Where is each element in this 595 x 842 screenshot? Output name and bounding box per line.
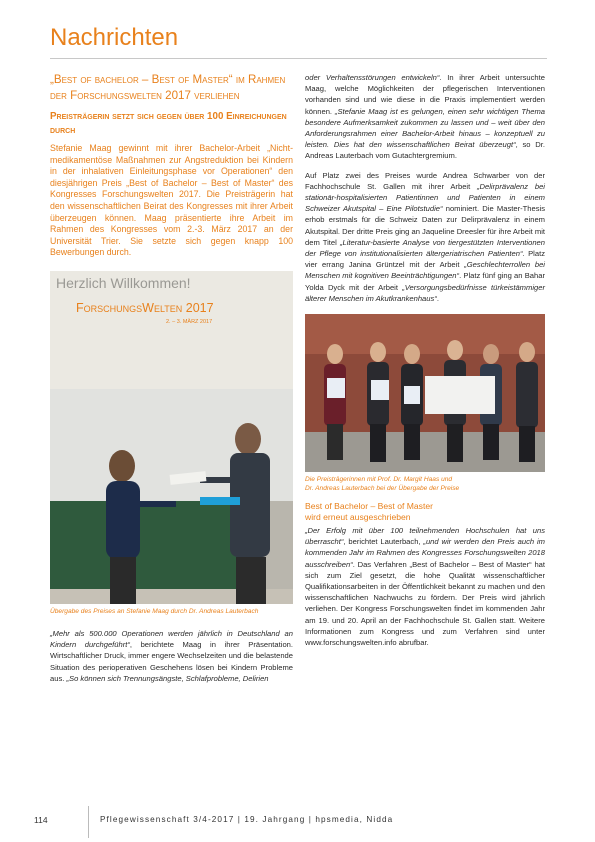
photo-winners-caption-line1: Die Preisträgerinnen mit Prof. Dr. Margit Haas und xyxy=(305,476,453,484)
title-fifth-work: „Versorgungsbedürfnisse türkeistämmiger älterer Menschen im Akutkrankenhaus“ xyxy=(305,282,545,303)
page-number: 114 xyxy=(34,815,48,825)
right-body-paragraph-1 xyxy=(305,72,545,162)
photo-award-handover xyxy=(50,271,293,616)
article-subheadline-2 xyxy=(305,501,545,523)
text-third-place: nominiert. Die Master-Thesis erhob erstmals für die Schweiz Daten zur Delirprävalenz in einem Akutspital. Der dritte Preis ging an Jaqueline Dreesler für ihre Arbeit mit dem Titel xyxy=(305,204,545,247)
text-procedure: . Das Verfahren „Best of Bachelor – Best of Master“ hat sich zum Ziel gesetzt, die hohe Qualität wissenschaftlicher Qualifikationsarbeiten in der Öffentlichkeit bekannt zu machen und den wissenschaftlichen Nachwuchs zu fördern. Der Preis wird jährlich verliehen. Der Kongress Forschungswelten findet im kommenden Jahr am 19. und 20. April an der Fachhochschule St. Gallen statt. Weitere Informationen zum Kongress und zum Verfahren sind unter www.forschungswelten.info abrufbar. xyxy=(305,559,545,648)
right-body-paragraph-3 xyxy=(305,525,545,648)
right-column xyxy=(305,72,545,648)
right-body-paragraph-2 xyxy=(305,170,545,304)
quote-operations: „Mehr als 500.000 Operationen werden jährlich in Deutschland an Kindern durchgeführt“ xyxy=(50,628,293,650)
text-presentation: , berichtete Maag in ihrer Präsentation. Wirtschaftlicher Druck, immer engere Wechselzeiten und die belastende Situation des perioperativen Geschehens lösen bei Kindern Probleme aus. xyxy=(50,640,293,683)
text-fourth-place: . Platz vier errang Janina Grüntzel mit der Arbeit xyxy=(305,249,545,270)
left-column xyxy=(50,72,293,684)
text-attribution: , so Dr. Andreas Lauterbach vom Gutachtergremium. xyxy=(305,140,545,161)
text-period: . xyxy=(436,293,439,303)
text-fifth-place: . Platz fünf ging an Bahar Yolda Dyck mit der Arbeit xyxy=(305,271,546,292)
photo-banner-date: 2. – 3. MÄRZ 2017 xyxy=(166,318,213,325)
title-second-work: „Delirprävalenz bei stationär-hospitalisierten Patientinnen und Patienten in einem Schweizer Akutspital – Eine Pilotstudie“ xyxy=(305,181,545,214)
title-third-work: „Literatur-basierte Analyse von tiergestützten Interventionen der Pflege von institutionalisierten ältergeriatrischen Patienten“ xyxy=(305,237,545,259)
title-divider xyxy=(50,58,547,59)
photo-banner-welcome: Herzlich Willkommen! xyxy=(56,274,191,291)
text-reports: , berichtet Lauterbach, xyxy=(343,537,424,547)
article-lead: Stefanie Maag gewinnt mit ihrer Bachelor-Arbeit „Nicht-medikamentöse Maßnahmen zur Angstreduktion bei Kindern in der inhalativen Einleitungsphase vor Operationen“ den diesjährigen Preis „Best of Bachelor – Best of Master“ des Kongresses Forschungswelten 2017. Die Preisträgerin hat den wissenschaftlichen Beirat des Kongresses mit ihrer Arbeit überzeugen können. Maag präsentierte ihre Arbeit im Rahmen des Kongresses vom 2.-3. März 2017 an der Universität Trier. Sie setzte sich gegen knapp 100 Bewerbungen durch. xyxy=(50,143,293,258)
quote-success: „Der Erfolg mit über 100 teilnehmenden Hochschulen hat uns überrascht“ xyxy=(305,526,545,547)
footer-divider xyxy=(88,806,89,838)
photo-banner-brand: ForschungsWelten 2017 xyxy=(76,300,214,315)
title-fourth-work: „Geschlechterrollen bei Menschen mit kognitiven Beeinträchtigungen“ xyxy=(305,260,545,281)
left-body-paragraph xyxy=(50,628,293,684)
footer-journal-info: Pflegewissenschaft 3/4-2017 | 19. Jahrgang | hpsmedia, Nidda xyxy=(100,815,394,824)
section-title: Nachrichten xyxy=(50,24,179,51)
photo-winners-caption-line2: Dr. Andreas Lauterbach bei der Übergabe der Preise xyxy=(305,485,460,493)
article-subheadline: Preisträgerin setzt sich gegen über 100 Einreichungen durch xyxy=(50,111,287,136)
photo-award-caption: Übergabe des Preises an Stefanie Maag durch Dr. Andreas Lauterbach xyxy=(50,607,259,615)
text-second-place: Auf Platz zwei des Preises wurde Andrea Schwarber von der Fachhochschule St. Gallen mit ihrer Arbeit xyxy=(305,170,545,191)
subheadline-2-line2: wird erneut ausgeschrieben xyxy=(305,512,411,523)
text-interventions: . In ihrer Arbeit untersuchte Maag, welche Möglichkeiten der pflegerischen Interventionen vorhanden sind und wie diese in die Praxis implementiert werden können. xyxy=(305,73,545,116)
photo-winners-illustration xyxy=(305,314,545,472)
photo-award-image xyxy=(50,271,293,604)
subheadline-2-line1: Best of Bachelor – Best of Master xyxy=(305,501,434,512)
photo-winners-image xyxy=(305,314,545,472)
quote-next-year: „und wir werden den Preis auch im kommenden Jahr im Rahmen des Kongresses Forschungswelten 2018 ausschreiben“ xyxy=(305,537,545,569)
photo-winners-caption xyxy=(305,475,545,493)
photo-winners-group xyxy=(305,314,545,493)
quote-behavior: oder Verhaltensstörungen entwickeln“ xyxy=(305,73,440,82)
quote-anxiety: „So können sich Trennungsängste, Schlafprobleme, Delirien xyxy=(66,673,269,683)
quote-jury: „Stefanie Maag ist es gelungen, einen sehr wichtigen Thema besondere Aufmerksamkeit zukommen zu lassen und – weit über den Anforderungsrahmen einer Bachelor-Arbeit hinaus – konzeptuell zu leisten. Dies hat den wissenschaftlichen Beirat überzeugt“ xyxy=(305,106,546,150)
article-headline: „Best of bachelor – Best of Master“ im Rahmen der Forschungswelten 2017 verliehen xyxy=(50,73,286,102)
